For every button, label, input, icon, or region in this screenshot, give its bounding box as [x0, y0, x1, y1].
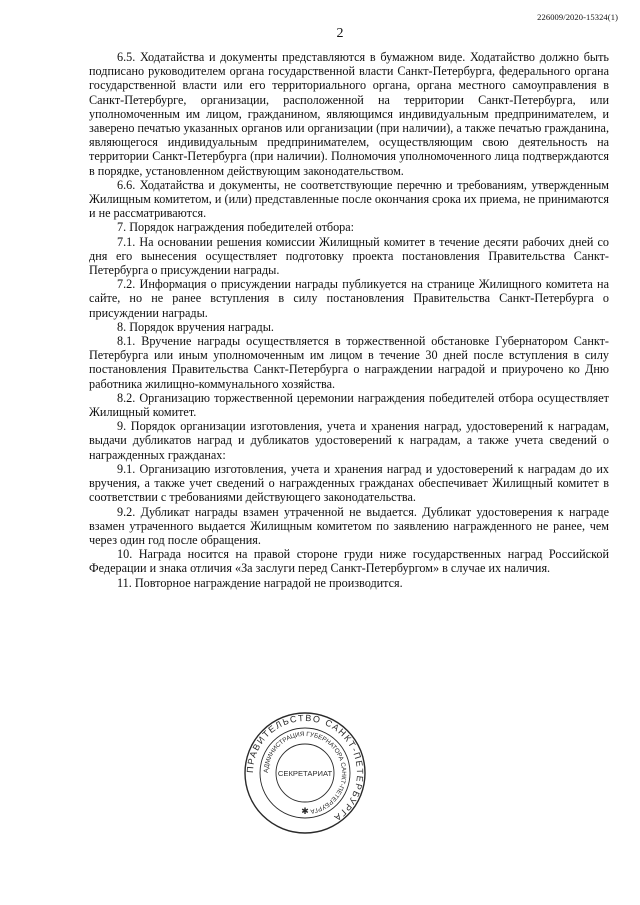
official-seal-stamp	[242, 710, 368, 836]
paragraph-11: 11. Повторное награждение наградой не производится.	[117, 575, 403, 590]
paragraph-8-1: 8.1. Вручение награды осуществляется в торжественной обстановке Губернатором Санкт-Петербурга или иным уполномоченным им лицом в течение 30 дней после вступления в силу постановления Правительства Санкт-Петербурга о награждении наградой и приурочено ко Дню работника жилищно-коммунального хозяйства.	[89, 334, 609, 391]
seal-center-text: СЕКРЕТАРИАТ	[277, 769, 333, 778]
paragraph-9: 9. Порядок организации изготовления, учета и хранения наград, удостоверений к наградам, выдачи дубликатов наград и дубликатов удостоверений к наградам, а также учета сведений о награжденных гражданах:	[89, 419, 609, 462]
paragraph-8-2: 8.2. Организацию торжественной церемонии награждения победителей отбора осуществляет Жилищный комитет.	[89, 390, 609, 420]
seal-outer-text: ПРАВИТЕЛЬСТВО САНКТ-ПЕТЕРБУРГА	[244, 712, 366, 824]
paragraph-7: 7. Порядок награждения победителей отбора:	[117, 220, 355, 235]
paragraph-8: 8. Порядок вручения награды.	[117, 319, 274, 334]
document-registration-number: 226009/2020-15324(1)	[537, 12, 618, 22]
page-number: 2	[336, 26, 344, 41]
document-body	[89, 50, 609, 590]
paragraph-6-5: 6.5. Ходатайства и документы представляются в бумажном виде. Ходатайство должно быть подписано руководителем органа государственной власти Санкт-Петербурга, федерального органа государственной власти или его территориального органа, органа местного самоуправления в Санкт-Петербурге, организации, расположенной на территории Санкт-Петербурга, или уполномоченным им лицом, гражданином, являющимся индивидуальным предпринимателем, и заверено печатью указанных органов или организации (при наличии), а также печатью гражданина, являющегося индивидуальным предпринимателем, осуществляющим свою деятельность на территории Санкт-Петербурга (при наличии). Полномочия уполномоченного лица подтверждаются в порядке, установленном действующим законодательством.	[89, 50, 609, 178]
paragraph-7-1: 7.1. На основании решения комиссии Жилищный комитет в течение десяти рабочих дней со дня его вынесения осуществляет подготовку проекта постановления Правительства Санкт-Петербурга о присуждении награды.	[89, 234, 609, 278]
paragraph-10: 10. Награда носится на правой стороне груди ниже государственных наград Российской Федерации и знака отличия «За заслуги перед Санкт-Петербургом» в случае их наличия.	[89, 547, 609, 576]
paragraph-6-6: 6.6. Ходатайства и документы, не соответствующие перечню и требованиям, утвержденным Жилищным комитетом, и (или) представленные после окончания срока их приема, не принимаются и не рассматриваются.	[89, 177, 609, 221]
paragraph-9-2: 9.2. Дубликат награды взамен утраченной не выдается. Дубликат удостоверения к награде взамен утраченного выдается Жилищным комитетом по заявлению награжденного не ранее, чем через один год после обращения.	[89, 504, 609, 547]
seal-inner-text: АДМИНИСТРАЦИЯ ГУБЕРНАТОРА САНКТ-ПЕТЕРБУРГА	[262, 730, 348, 815]
paragraph-7-2: 7.2. Информация о присуждении награды публикуется на странице Жилищного комитета на сайте, но не ранее вступления в силу постановления Правительства Санкт-Петербурга о присуждении награды.	[89, 277, 609, 320]
paragraph-9-1: 9.1. Организацию изготовления, учета и хранения наград и удостоверений к наградам до их вручения, а также учет сведений о награжденных гражданах обеспечивает Жилищный комитет в соответствии с требованиями действующего законодательства.	[89, 461, 609, 505]
seal-star-icon: ✱	[301, 807, 309, 817]
